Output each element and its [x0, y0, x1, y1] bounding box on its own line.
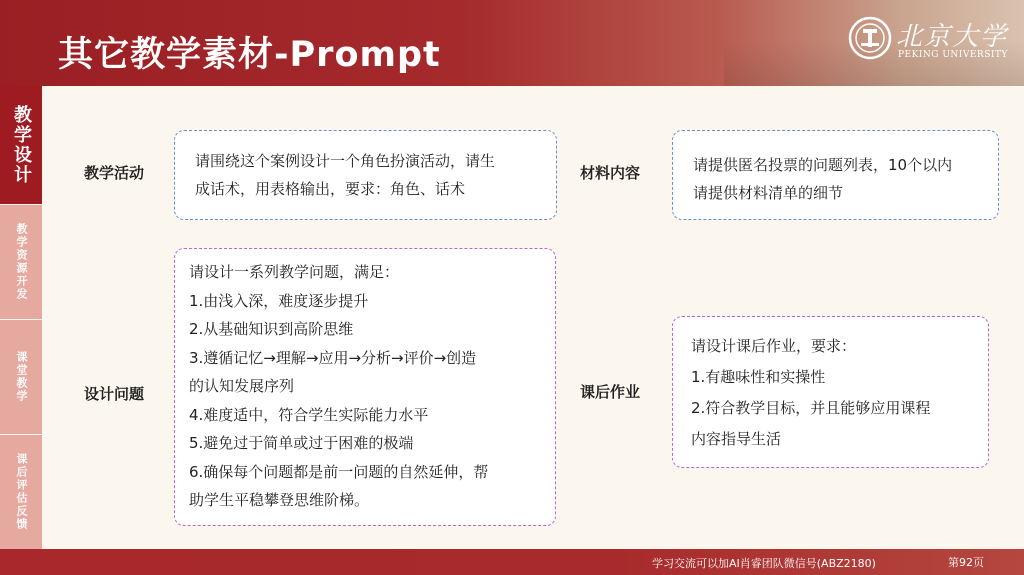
- logo-subtitle: PEKING UNIVERSITY: [898, 50, 1008, 60]
- questions-line: 请设计一系列教学问题，满足：: [189, 263, 400, 281]
- questions-label: 设计问题: [84, 385, 145, 403]
- questions-line: 2.从基础知识到高阶思维: [189, 320, 354, 338]
- sidebar-item-classroom-teaching[interactable]: [0, 320, 42, 434]
- page-number: 第92页: [948, 556, 984, 569]
- sidebar-item-resource-development[interactable]: [0, 205, 42, 319]
- material-line: 请提供材料清单的细节: [693, 184, 844, 202]
- homework-line: 内容指导生活: [691, 430, 782, 448]
- homework-line: 请设计课后作业，要求：: [691, 337, 857, 355]
- activity-line: 成话术，用表格输出，要求：角色、话术: [195, 180, 466, 198]
- homework-line: 2.符合教学目标，并且能够应用课程: [691, 399, 931, 417]
- questions-line: 助学生平稳攀登思维阶梯。: [189, 491, 370, 509]
- header-banner: [0, 0, 1024, 86]
- sidebar-item-label: 教学设计: [11, 105, 32, 185]
- homework-label: 课后作业: [580, 383, 641, 401]
- sidebar-item-after-class-feedback[interactable]: [0, 435, 42, 549]
- footer-wechat-note: 学习交流可以加AI肖睿团队微信号(ABZ2180): [652, 557, 876, 570]
- material-prompt-box: [672, 130, 999, 220]
- university-logo: [848, 14, 1008, 64]
- sidebar-item-label: 课后评估反馈: [15, 453, 28, 531]
- questions-line: 6.确保每个问题都是前一问题的自然延伸，帮: [189, 462, 489, 481]
- footer-bar: [0, 549, 1024, 575]
- activity-line: 请围绕这个案例设计一个角色扮演活动，请生: [195, 152, 496, 170]
- page-title: 其它教学素材-Prompt: [58, 35, 441, 75]
- material-line: 请提供匿名投票的问题列表，10个以内: [693, 156, 953, 174]
- sidebar-item-teaching-design[interactable]: [0, 86, 42, 204]
- questions-line: 4.难度适中，符合学生实际能力水平: [189, 405, 429, 424]
- questions-prompt-box: [174, 248, 556, 526]
- logo-wordmark: 北京大学: [896, 22, 1009, 52]
- pku-seal-icon: [848, 16, 892, 60]
- sidebar-item-label: 课堂教学: [15, 351, 28, 403]
- questions-line: 3.遵循记忆→理解→应用→分析→评价→创造: [189, 348, 477, 367]
- questions-line: 1.由浅入深，难度逐步提升: [189, 291, 369, 310]
- activity-prompt-box: [174, 130, 557, 220]
- questions-line: 5.避免过于简单或过于困难的极端: [189, 434, 414, 452]
- material-label: 材料内容: [580, 164, 641, 182]
- homework-line: 1.有趣味性和实操性: [691, 368, 826, 386]
- homework-prompt-box: [672, 316, 989, 468]
- questions-line: 的认知发展序列: [189, 377, 295, 395]
- sidebar-nav: [0, 86, 42, 549]
- activity-label: 教学活动: [84, 164, 145, 182]
- sidebar-item-label: 教学资源开发: [15, 223, 28, 301]
